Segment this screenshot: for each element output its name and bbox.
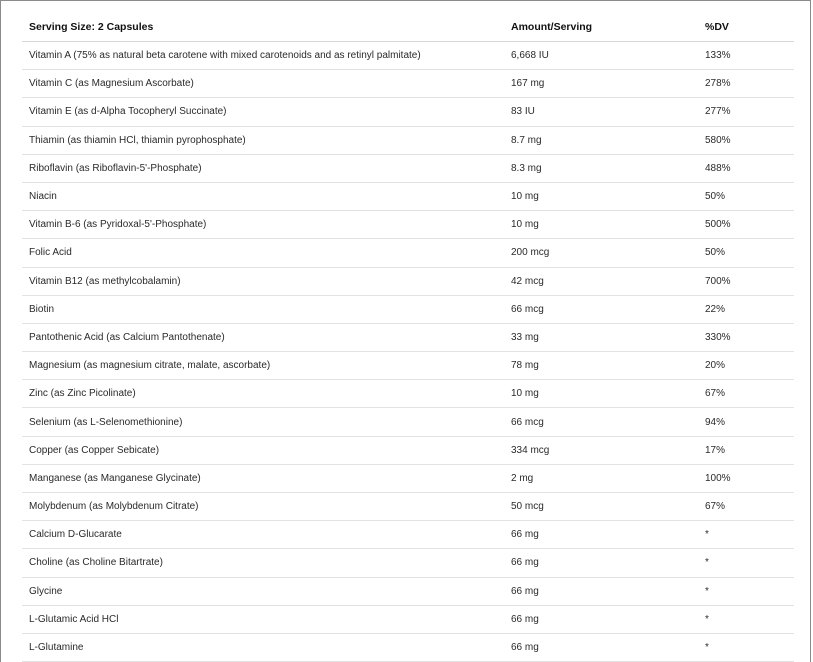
amount-cell: 78 mg (504, 352, 698, 380)
nutrient-name-cell: Calcium D-Glucarate (22, 521, 504, 549)
table-row (22, 154, 794, 182)
table-body (22, 42, 794, 662)
nutrient-name-cell: Choline (as Choline Bitartrate) (22, 549, 504, 577)
table-row (22, 577, 794, 605)
dv-cell: 94% (698, 408, 794, 436)
amount-cell: 2 mg (504, 464, 698, 492)
table-row (22, 633, 794, 661)
nutrient-name-cell: Copper (as Copper Sebicate) (22, 436, 504, 464)
table-row (22, 408, 794, 436)
amount-cell: 8.3 mg (504, 154, 698, 182)
serving-size-header: Serving Size: 2 Capsules (22, 13, 504, 42)
nutrient-name-cell: Magnesium (as magnesium citrate, malate, ascorbate) (22, 352, 504, 380)
table-row (22, 521, 794, 549)
amount-cell: 83 IU (504, 98, 698, 126)
nutrient-name-cell: Riboflavin (as Riboflavin-5'-Phosphate) (22, 154, 504, 182)
nutrient-name-cell: Vitamin C (as Magnesium Ascorbate) (22, 70, 504, 98)
amount-cell: 66 mcg (504, 295, 698, 323)
amount-cell: 6,668 IU (504, 42, 698, 70)
dv-header: %DV (698, 13, 794, 42)
amount-cell: 10 mg (504, 380, 698, 408)
dv-cell: 278% (698, 70, 794, 98)
table-row (22, 126, 794, 154)
dv-cell: 277% (698, 98, 794, 126)
table-row (22, 267, 794, 295)
dv-cell: 500% (698, 211, 794, 239)
amount-cell: 66 mg (504, 521, 698, 549)
table-row (22, 182, 794, 210)
nutrient-name-cell: Selenium (as L-Selenomethionine) (22, 408, 504, 436)
nutrient-name-cell: Vitamin B12 (as methylcobalamin) (22, 267, 504, 295)
nutrient-name-cell: L-Glutamine (22, 633, 504, 661)
amount-cell: 10 mg (504, 211, 698, 239)
dv-cell: * (698, 521, 794, 549)
amount-cell: 33 mg (504, 323, 698, 351)
nutrient-name-cell: Pantothenic Acid (as Calcium Pantothenate) (22, 323, 504, 351)
amount-cell: 66 mg (504, 605, 698, 633)
amount-cell: 200 mcg (504, 239, 698, 267)
nutrient-name-cell: Folic Acid (22, 239, 504, 267)
supplement-facts-table (22, 13, 794, 662)
dv-cell: 67% (698, 380, 794, 408)
table-row (22, 549, 794, 577)
dv-cell: * (698, 549, 794, 577)
dv-cell: 50% (698, 182, 794, 210)
table-row (22, 436, 794, 464)
dv-cell: 580% (698, 126, 794, 154)
amount-cell: 10 mg (504, 182, 698, 210)
amount-cell: 66 mcg (504, 408, 698, 436)
dv-cell: * (698, 605, 794, 633)
table-row (22, 352, 794, 380)
amount-cell: 334 mcg (504, 436, 698, 464)
nutrient-name-cell: Biotin (22, 295, 504, 323)
table-row (22, 493, 794, 521)
nutrient-name-cell: Vitamin B-6 (as Pyridoxal-5'-Phosphate) (22, 211, 504, 239)
amount-cell: 50 mcg (504, 493, 698, 521)
table-row (22, 323, 794, 351)
dv-cell: 50% (698, 239, 794, 267)
amount-cell: 8.7 mg (504, 126, 698, 154)
nutrient-name-cell: L-Glutamic Acid HCl (22, 605, 504, 633)
nutrient-name-cell: Manganese (as Manganese Glycinate) (22, 464, 504, 492)
dv-cell: 17% (698, 436, 794, 464)
dv-cell: 67% (698, 493, 794, 521)
dv-cell: 133% (698, 42, 794, 70)
amount-cell: 66 mg (504, 549, 698, 577)
amount-cell: 66 mg (504, 633, 698, 661)
dv-cell: 20% (698, 352, 794, 380)
amount-cell: 42 mcg (504, 267, 698, 295)
table-row (22, 605, 794, 633)
dv-cell: 22% (698, 295, 794, 323)
nutrient-name-cell: Vitamin A (75% as natural beta carotene with mixed carotenoids and as retinyl palmitate) (22, 42, 504, 70)
amount-cell: 167 mg (504, 70, 698, 98)
table-row (22, 42, 794, 70)
table-row (22, 464, 794, 492)
table-row (22, 295, 794, 323)
table-header-row (22, 13, 794, 42)
table-row (22, 98, 794, 126)
nutrient-name-cell: Molybdenum (as Molybdenum Citrate) (22, 493, 504, 521)
table-row (22, 239, 794, 267)
table-row (22, 70, 794, 98)
dv-cell: 700% (698, 267, 794, 295)
dv-cell: 100% (698, 464, 794, 492)
nutrient-name-cell: Zinc (as Zinc Picolinate) (22, 380, 504, 408)
amount-cell: 66 mg (504, 577, 698, 605)
table-row (22, 211, 794, 239)
dv-cell: * (698, 577, 794, 605)
nutrient-name-cell: Niacin (22, 182, 504, 210)
dv-cell: 488% (698, 154, 794, 182)
nutrient-name-cell: Glycine (22, 577, 504, 605)
nutrient-name-cell: Thiamin (as thiamin HCl, thiamin pyrophosphate) (22, 126, 504, 154)
dv-cell: 330% (698, 323, 794, 351)
nutrient-name-cell: Vitamin E (as d-Alpha Tocopheryl Succinate) (22, 98, 504, 126)
amount-header: Amount/Serving (504, 13, 698, 42)
table-row (22, 380, 794, 408)
dv-cell: * (698, 633, 794, 661)
